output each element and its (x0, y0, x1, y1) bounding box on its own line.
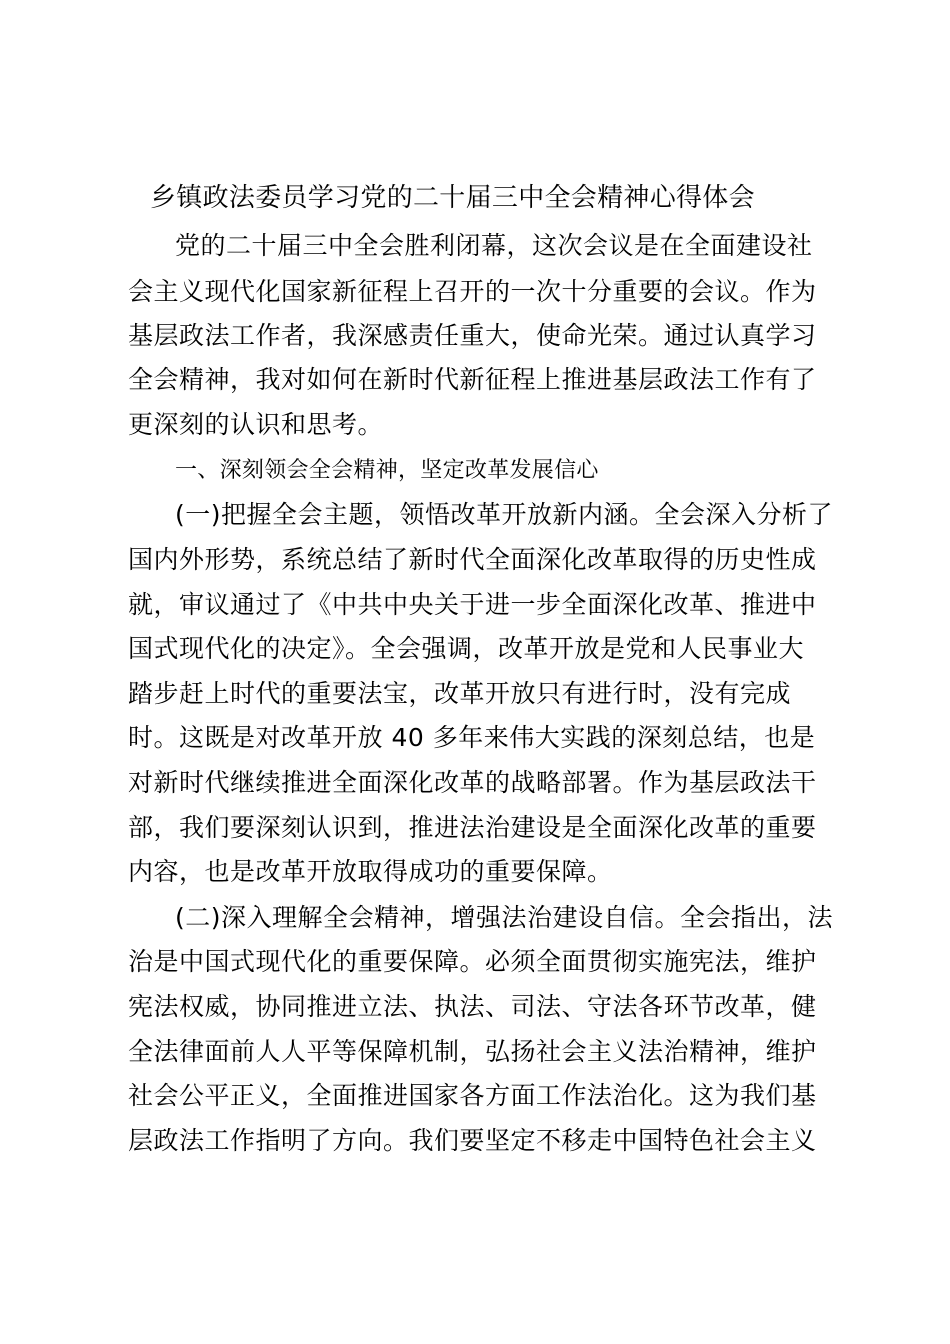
paragraph-2-line-5: 踏步赶上时代的重要法宝，改革开放只有进行时，没有完成 (128, 679, 792, 708)
paragraph-3-line-6: 层政法工作指明了方向。我们要坚定不移走中国特色社会主义 (128, 1126, 817, 1155)
paragraph-3-line-2: 治是中国式现代化的重要保障。必须全面贯彻实施宪法，维护 (128, 947, 817, 976)
paragraph-2-line-9: 内容，也是改革开放取得成功的重要保障。 (128, 857, 613, 886)
paragraph-1-line-5: 更深刻的认识和思考。 (128, 410, 384, 439)
paragraph-2-line-8: 部，我们要深刻认识到，推进法治建设是全面深化改革的重要 (128, 813, 817, 842)
paragraph-2-line-2: 国内外形势，系统总结了新时代全面深化改革取得的历史性成 (128, 545, 817, 574)
paragraph-3-line-4: 全法律面前人人平等保障机制，弘扬社会主义法治精神，维护 (128, 1037, 817, 1066)
paragraph-3-line-5: 社会公平正义，全面推进国家各方面工作法治化。这为我们基 (128, 1081, 817, 1110)
document-title: 乡镇政法委员学习党的二十届三中全会精神心得体会 (150, 183, 755, 213)
paragraph-2-line-3: 就，审议通过了《中共中央关于进一步全面深化改革、推进中 (128, 590, 817, 619)
paragraph-1-line-3: 基层政法工作者，我深感责任重大，使命光荣。通过认真学习 (128, 321, 817, 350)
paragraph-1-line-1: 党的二十届三中全会胜利闭幕，这次会议是在全面建设社 (175, 231, 813, 260)
paragraph-2-line-4: 国式现代化的决定》。全会强调，改革开放是党和人民事业大 (128, 634, 805, 663)
paragraph-3-line-1: (二)深入理解全会精神，增强法治建设自信。全会指出，法 (175, 903, 834, 932)
paragraph-2-line-7: 对新时代继续推进全面深化改革的战略部署。作为基层政法干 (128, 768, 817, 797)
paragraph-2-line-6: 时。这既是对改革开放 40 多年来伟大实践的深刻总结，也是 (128, 723, 816, 752)
section-heading-1: 一、深刻领会全会精神，坚定改革发展信心 (175, 458, 599, 483)
paragraph-2-line-1: (一)把握全会主题，领悟改革开放新内涵。全会深入分析了 (175, 500, 834, 529)
paragraph-1-line-2: 会主义现代化国家新征程上召开的一次十分重要的会议。作为 (128, 277, 817, 306)
paragraph-3-line-3: 宪法权威，协同推进立法、执法、司法、守法各环节改革，健 (128, 992, 817, 1021)
paragraph-1-line-4: 全会精神，我对如何在新时代新征程上推进基层政法工作有了 (128, 365, 817, 394)
